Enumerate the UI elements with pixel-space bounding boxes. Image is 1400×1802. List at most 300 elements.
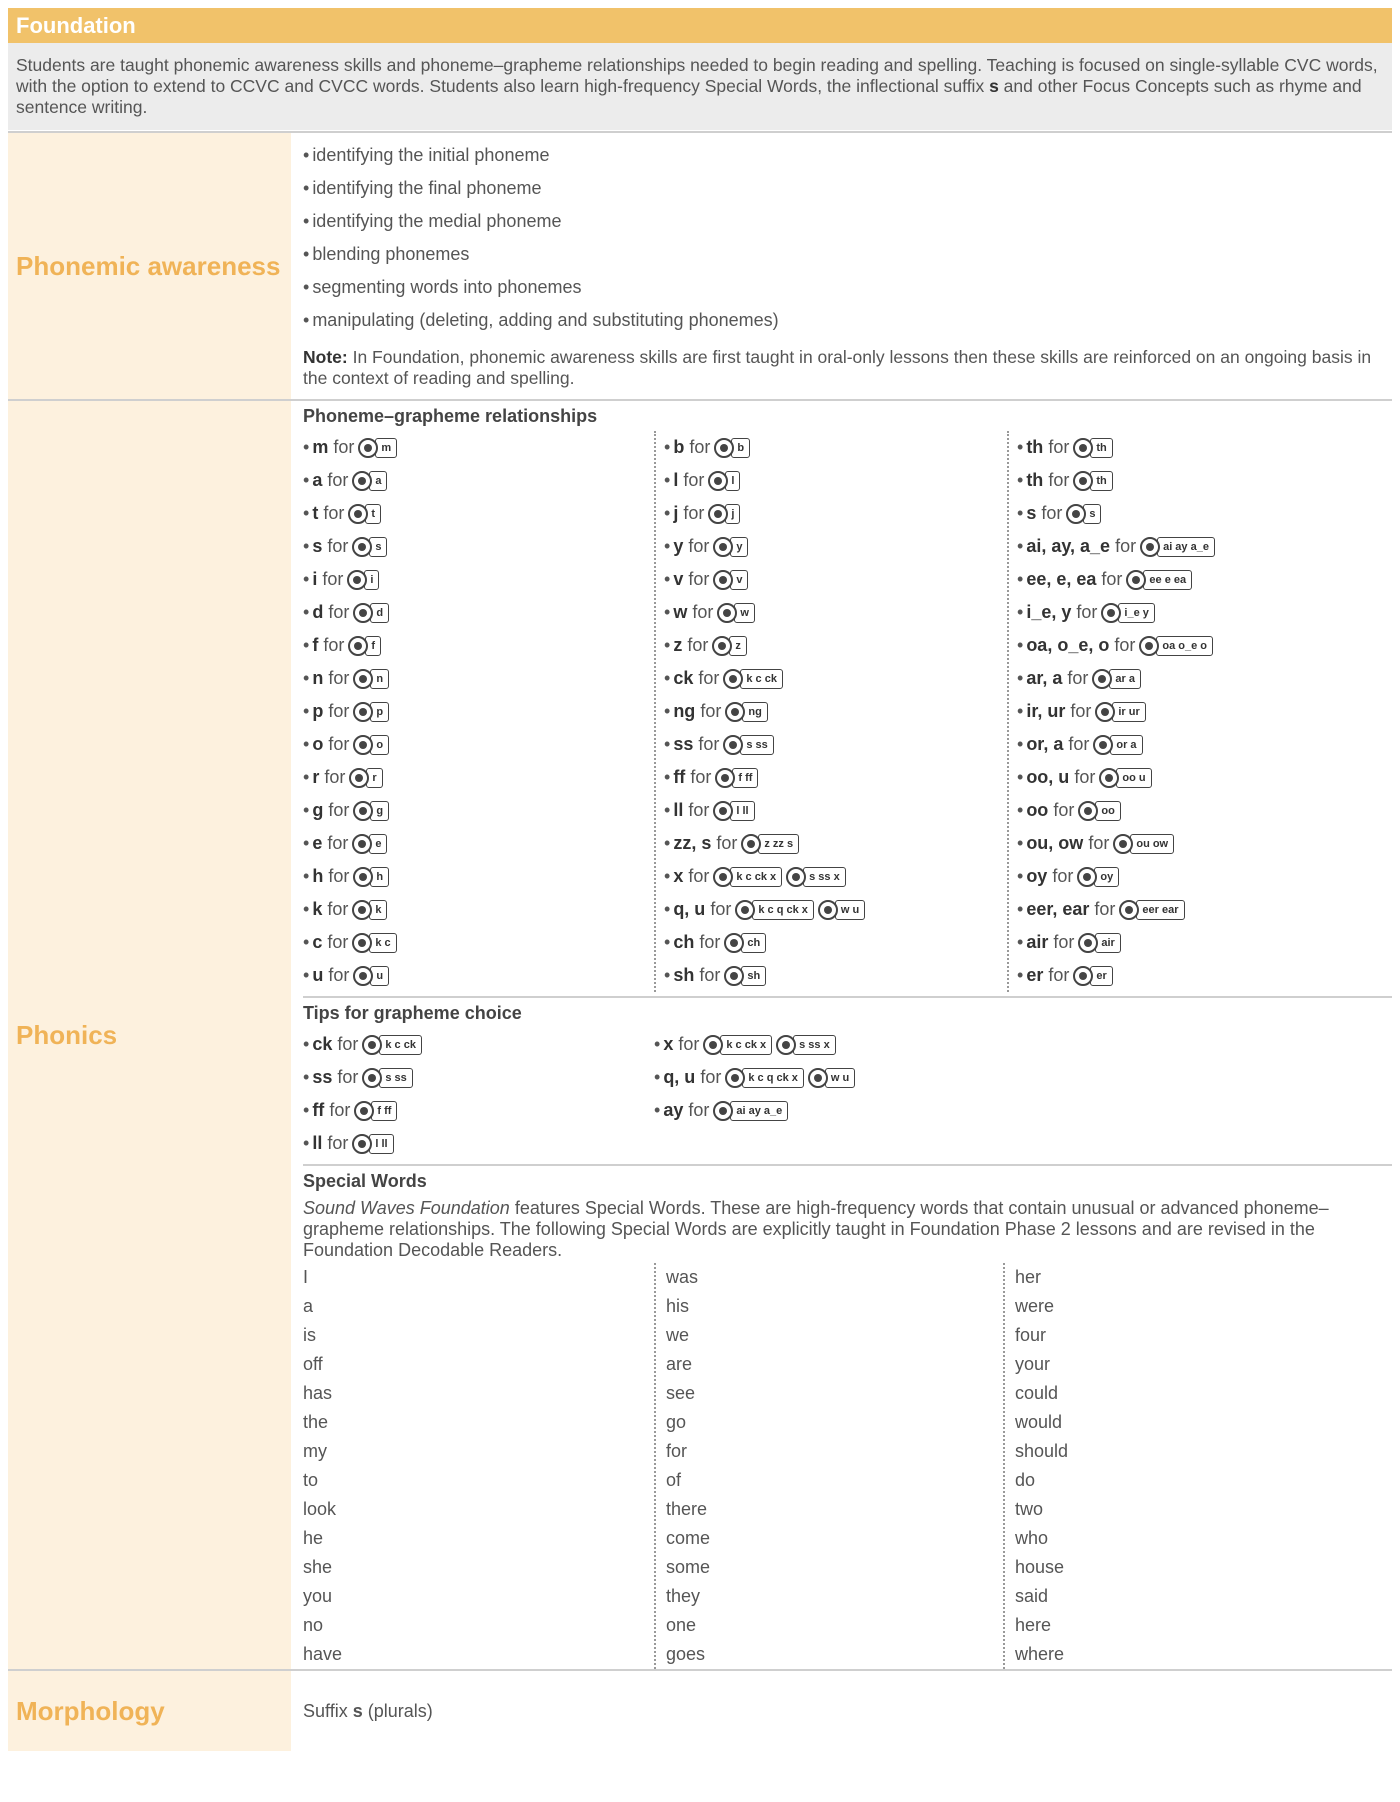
special-word: goes bbox=[666, 1644, 706, 1664]
sound-card-chip bbox=[703, 1035, 772, 1055]
grapheme-item bbox=[1009, 959, 1360, 992]
grapheme-box: ou ow bbox=[1130, 834, 1174, 854]
phonemic-awareness-list bbox=[303, 133, 1392, 337]
grapheme-box: ee e ea bbox=[1143, 570, 1192, 590]
bullet-icon: • bbox=[1017, 635, 1024, 655]
grapheme-box: l ll bbox=[730, 801, 754, 821]
grapheme-label: ar, a bbox=[1026, 668, 1063, 688]
special-word: would bbox=[1015, 1412, 1063, 1432]
phonemic-awareness-row bbox=[8, 131, 1392, 399]
for-word: for bbox=[1052, 866, 1074, 886]
grapheme-item bbox=[656, 464, 1007, 497]
intro-paragraph bbox=[8, 43, 1392, 131]
special-word: his bbox=[666, 1296, 690, 1316]
grapheme-label: ai, ay, a_e bbox=[1026, 536, 1111, 556]
sound-card-chip bbox=[713, 1101, 788, 1121]
grapheme-box: k bbox=[369, 900, 387, 920]
grapheme-item bbox=[303, 1127, 654, 1160]
bullet-icon: • bbox=[664, 833, 671, 853]
for-word: for bbox=[687, 635, 709, 655]
sound-card-chip bbox=[1140, 537, 1215, 557]
bullet-icon: • bbox=[303, 536, 310, 556]
for-word: for bbox=[688, 569, 710, 589]
pa-item-text: blending phonemes bbox=[312, 244, 470, 264]
grapheme-box: sh bbox=[741, 966, 766, 986]
grapheme-box: l bbox=[725, 471, 740, 491]
sound-card-chip bbox=[723, 669, 783, 689]
grapheme-box: p bbox=[370, 702, 389, 722]
grapheme-label: or, a bbox=[1026, 734, 1064, 754]
pa-item-text: identifying the final phoneme bbox=[312, 178, 542, 198]
sound-card-chip bbox=[353, 669, 389, 689]
pa-list-item bbox=[303, 205, 1392, 238]
grapheme-box: u bbox=[370, 966, 389, 986]
bullet-icon: • bbox=[664, 932, 671, 952]
grapheme-box: b bbox=[731, 438, 750, 458]
morph-bold-s: s bbox=[352, 1700, 363, 1721]
grapheme-box: k c q ck x bbox=[742, 1068, 804, 1088]
sound-card-chip bbox=[1119, 900, 1184, 920]
grapheme-item bbox=[1009, 497, 1360, 530]
bullet-icon: • bbox=[1017, 668, 1024, 688]
sound-card-chip bbox=[352, 471, 387, 491]
for-word: for bbox=[698, 734, 720, 754]
for-word: for bbox=[1068, 734, 1090, 754]
special-word: come bbox=[666, 1528, 711, 1548]
for-word: for bbox=[1041, 503, 1063, 523]
sound-card-chip bbox=[1073, 471, 1112, 491]
bullet-icon: • bbox=[303, 932, 310, 952]
for-word: for bbox=[329, 1100, 351, 1120]
pa-list-item bbox=[303, 304, 1392, 337]
grapheme-label: x bbox=[663, 1034, 674, 1054]
for-word: for bbox=[688, 866, 710, 886]
grapheme-label: ng bbox=[673, 701, 696, 721]
grapheme-item bbox=[656, 596, 1007, 629]
grapheme-item bbox=[654, 1094, 1005, 1127]
grapheme-label: x bbox=[673, 866, 684, 886]
sound-card-chip bbox=[713, 801, 754, 821]
grapheme-box: k c ck bbox=[379, 1035, 422, 1055]
sound-card-chip bbox=[348, 504, 381, 524]
for-word: for bbox=[1070, 701, 1092, 721]
for-word: for bbox=[1114, 635, 1136, 655]
for-word: for bbox=[1094, 899, 1116, 919]
sound-card-chip bbox=[349, 768, 382, 788]
sound-card-chip bbox=[352, 933, 396, 953]
bullet-icon: • bbox=[303, 310, 310, 330]
for-word: for bbox=[337, 1067, 359, 1087]
grapheme-item bbox=[303, 596, 654, 629]
grapheme-label: ee, e, ea bbox=[1026, 569, 1097, 589]
grapheme-label: q, u bbox=[663, 1067, 696, 1087]
grapheme-item bbox=[656, 959, 1007, 992]
special-words-column bbox=[654, 1263, 1005, 1669]
sound-card-chip bbox=[1126, 570, 1192, 590]
grapheme-box: s bbox=[369, 537, 387, 557]
bullet-icon: • bbox=[303, 965, 310, 985]
grapheme-label: h bbox=[312, 866, 324, 886]
sound-card-chip bbox=[348, 636, 381, 656]
for-word: for bbox=[327, 536, 349, 556]
grapheme-box: m bbox=[375, 438, 397, 458]
for-word: for bbox=[328, 734, 350, 754]
grapheme-item bbox=[656, 926, 1007, 959]
for-word: for bbox=[327, 470, 349, 490]
grapheme-box: th bbox=[1090, 438, 1112, 458]
bullet-icon: • bbox=[664, 635, 671, 655]
grapheme-item bbox=[1009, 629, 1360, 662]
sound-card-chip bbox=[1077, 867, 1119, 887]
bullet-icon: • bbox=[1017, 569, 1024, 589]
sound-card-chip bbox=[1078, 933, 1120, 953]
sound-card-chip bbox=[352, 834, 387, 854]
sound-card-chip bbox=[818, 900, 865, 920]
grapheme-box: k c ck bbox=[740, 669, 783, 689]
bullet-icon: • bbox=[664, 536, 671, 556]
grapheme-box: t bbox=[365, 504, 381, 524]
grapheme-item bbox=[303, 1094, 654, 1127]
grapheme-label: s bbox=[1026, 503, 1037, 523]
grapheme-box: r bbox=[366, 768, 382, 788]
sound-card-chip bbox=[724, 966, 766, 986]
grapheme-item bbox=[303, 893, 654, 926]
sound-card-chip bbox=[353, 867, 389, 887]
grapheme-box: s ss x bbox=[803, 867, 846, 887]
sound-card-chip bbox=[1139, 636, 1213, 656]
sound-card-chip bbox=[713, 570, 748, 590]
bullet-icon: • bbox=[303, 244, 310, 264]
sound-card-chip bbox=[1073, 438, 1112, 458]
grapheme-label: air bbox=[1026, 932, 1049, 952]
grapheme-box: oy bbox=[1094, 867, 1119, 887]
sound-card-chip bbox=[1095, 702, 1145, 722]
for-word: for bbox=[678, 1034, 700, 1054]
for-word: for bbox=[1076, 602, 1098, 622]
sound-card-chip bbox=[1099, 768, 1151, 788]
grapheme-label: j bbox=[673, 503, 679, 523]
special-word: where bbox=[1015, 1644, 1065, 1664]
grapheme-item bbox=[656, 662, 1007, 695]
grapheme-box: eer ear bbox=[1136, 900, 1184, 920]
special-word: some bbox=[666, 1557, 711, 1577]
bullet-icon: • bbox=[664, 899, 671, 919]
sound-card-chip bbox=[786, 867, 846, 887]
sound-card-chip bbox=[353, 801, 389, 821]
sound-card-chip bbox=[353, 603, 389, 623]
sound-card-chip bbox=[708, 504, 740, 524]
grapheme-item bbox=[303, 662, 654, 695]
bullet-icon: • bbox=[664, 734, 671, 754]
for-word: for bbox=[1088, 833, 1110, 853]
sound-card-chip bbox=[1066, 504, 1101, 524]
for-word: for bbox=[1101, 569, 1123, 589]
grapheme-item bbox=[1009, 794, 1360, 827]
grapheme-box: oo bbox=[1095, 801, 1120, 821]
sound-card-chip bbox=[717, 603, 755, 623]
grapheme-item bbox=[656, 431, 1007, 464]
special-word: two bbox=[1015, 1499, 1044, 1519]
for-word: for bbox=[337, 1034, 359, 1054]
sound-card-chip bbox=[347, 570, 379, 590]
special-word: look bbox=[303, 1499, 337, 1519]
pa-item-text: manipulating (deleting, adding and substituting phonemes) bbox=[312, 310, 779, 330]
for-word: for bbox=[1048, 470, 1070, 490]
grapheme-item bbox=[303, 431, 654, 464]
grapheme-label: l bbox=[673, 470, 679, 490]
grapheme-item bbox=[1009, 431, 1360, 464]
grapheme-label: ss bbox=[312, 1067, 333, 1087]
bullet-icon: • bbox=[1017, 866, 1024, 886]
grapheme-item bbox=[1009, 530, 1360, 563]
grapheme-box: w u bbox=[835, 900, 865, 920]
note-label: Note: bbox=[303, 347, 348, 367]
grapheme-box: air bbox=[1095, 933, 1120, 953]
morphology-content bbox=[291, 1671, 1392, 1751]
grapheme-box: n bbox=[370, 669, 389, 689]
grapheme-item bbox=[656, 761, 1007, 794]
special-words-column bbox=[303, 1263, 654, 1669]
intro-text-2: and other Focus Concepts such as rhyme and sentence writing. bbox=[16, 76, 1362, 117]
for-word: for bbox=[1053, 932, 1075, 952]
sound-card-chip bbox=[725, 1068, 804, 1088]
bullet-icon: • bbox=[303, 668, 310, 688]
bullet-icon: • bbox=[303, 1034, 310, 1054]
sound-card-chip bbox=[1073, 966, 1112, 986]
for-word: for bbox=[689, 437, 711, 457]
grapheme-box: i_e y bbox=[1118, 603, 1154, 623]
bullet-icon: • bbox=[1017, 536, 1024, 556]
special-word: said bbox=[1015, 1586, 1049, 1606]
grapheme-label: b bbox=[673, 437, 685, 457]
bullet-icon: • bbox=[303, 833, 310, 853]
grapheme-label: o bbox=[312, 734, 324, 754]
tips-grid bbox=[303, 1028, 1392, 1160]
pa-list-item bbox=[303, 271, 1392, 304]
special-word: should bbox=[1015, 1441, 1069, 1461]
grapheme-box: v bbox=[730, 570, 748, 590]
for-word: for bbox=[699, 965, 721, 985]
grapheme-label: sh bbox=[673, 965, 695, 985]
for-word: for bbox=[683, 470, 705, 490]
grapheme-label: zz, s bbox=[673, 833, 712, 853]
grapheme-item bbox=[1009, 860, 1360, 893]
sound-card-chip bbox=[362, 1035, 422, 1055]
pa-list-item bbox=[303, 139, 1392, 172]
sound-card-chip bbox=[353, 735, 389, 755]
grapheme-box: a bbox=[369, 471, 387, 491]
grapheme-box: oa o_e o bbox=[1156, 636, 1213, 656]
grapheme-item bbox=[1009, 464, 1360, 497]
grapheme-label: er bbox=[1026, 965, 1044, 985]
for-word: for bbox=[700, 701, 722, 721]
grapheme-label: z bbox=[673, 635, 683, 655]
bullet-icon: • bbox=[303, 470, 310, 490]
grapheme-box: s ss bbox=[740, 735, 773, 755]
grapheme-item bbox=[303, 1061, 654, 1094]
for-word: for bbox=[328, 602, 350, 622]
sound-card-chip bbox=[776, 1035, 836, 1055]
grapheme-label: ay bbox=[663, 1100, 684, 1120]
special-word: a bbox=[303, 1296, 314, 1316]
sound-card-chip bbox=[1093, 735, 1142, 755]
pg-column bbox=[303, 431, 654, 992]
bullet-icon: • bbox=[303, 866, 310, 886]
bullet-icon: • bbox=[664, 503, 671, 523]
grapheme-label: ch bbox=[673, 932, 695, 952]
grapheme-label: m bbox=[312, 437, 329, 457]
grapheme-item bbox=[303, 695, 654, 728]
grapheme-item bbox=[303, 464, 654, 497]
bullet-icon: • bbox=[664, 437, 671, 457]
grapheme-item bbox=[303, 629, 654, 662]
sound-card-chip bbox=[358, 438, 397, 458]
for-word: for bbox=[327, 833, 349, 853]
for-word: for bbox=[328, 668, 350, 688]
sound-card-chip bbox=[724, 933, 766, 953]
grapheme-label: p bbox=[312, 701, 324, 721]
special-words-heading: Special Words bbox=[303, 1171, 427, 1191]
for-word: for bbox=[688, 536, 710, 556]
special-word: you bbox=[303, 1586, 333, 1606]
phonics-label: Phonics bbox=[8, 401, 291, 1669]
grapheme-label: oy bbox=[1026, 866, 1048, 886]
grapheme-box: z bbox=[729, 636, 747, 656]
special-word: do bbox=[1015, 1470, 1036, 1490]
grapheme-label: ck bbox=[673, 668, 694, 688]
special-word: there bbox=[666, 1499, 708, 1519]
special-word: go bbox=[666, 1412, 687, 1432]
sound-card-chip bbox=[713, 537, 748, 557]
bullet-icon: • bbox=[303, 1100, 310, 1120]
grapheme-label: ou, ow bbox=[1026, 833, 1084, 853]
grapheme-label: oo bbox=[1026, 800, 1049, 820]
special-word: has bbox=[303, 1383, 333, 1403]
for-word: for bbox=[688, 1100, 710, 1120]
special-word: were bbox=[1015, 1296, 1055, 1316]
bullet-icon: • bbox=[303, 734, 310, 754]
sound-card-chip bbox=[352, 900, 387, 920]
grapheme-label: f bbox=[312, 635, 319, 655]
pa-item-text: segmenting words into phonemes bbox=[312, 277, 582, 297]
pg-column bbox=[1009, 431, 1360, 992]
special-words-column bbox=[1005, 1263, 1356, 1669]
special-word: of bbox=[666, 1470, 682, 1490]
grapheme-item bbox=[656, 860, 1007, 893]
bullet-icon: • bbox=[664, 866, 671, 886]
bullet-icon: • bbox=[1017, 734, 1024, 754]
grapheme-box: ai ay a_e bbox=[730, 1101, 788, 1121]
grapheme-box: w u bbox=[825, 1068, 855, 1088]
grapheme-label: k bbox=[312, 899, 323, 919]
grapheme-box: er bbox=[1090, 966, 1112, 986]
grapheme-box: h bbox=[370, 867, 389, 887]
grapheme-item bbox=[654, 1028, 1005, 1061]
grapheme-item bbox=[303, 827, 654, 860]
sound-card-chip bbox=[354, 1101, 397, 1121]
grapheme-label: ll bbox=[312, 1133, 323, 1153]
grapheme-label: ff bbox=[312, 1100, 325, 1120]
bullet-icon: • bbox=[664, 668, 671, 688]
special-word: one bbox=[666, 1615, 697, 1635]
grapheme-item bbox=[656, 695, 1007, 728]
grapheme-box: y bbox=[730, 537, 748, 557]
intro-text-1: Students are taught phonemic awareness skills and phoneme–grapheme relationships needed to begin reading and spelling. Teaching is focused on single-syllable CVC words, with the option to extend to CCVC and CVCC words. Students also learn high-frequency Special Words, the inflectional suffix bbox=[16, 55, 1378, 96]
sound-card-chip bbox=[353, 702, 389, 722]
pg-column bbox=[654, 431, 1009, 992]
bullet-icon: • bbox=[664, 965, 671, 985]
grapheme-box: ir ur bbox=[1112, 702, 1145, 722]
grapheme-item bbox=[303, 959, 654, 992]
grapheme-label: c bbox=[312, 932, 323, 952]
grapheme-item bbox=[656, 893, 1007, 926]
sound-card-chip bbox=[741, 834, 799, 854]
special-word: off bbox=[303, 1354, 323, 1374]
for-word: for bbox=[328, 965, 350, 985]
grapheme-label: t bbox=[312, 503, 319, 523]
for-word: for bbox=[328, 800, 350, 820]
sound-card-chip bbox=[723, 735, 773, 755]
grapheme-label: oa, o_e, o bbox=[1026, 635, 1110, 655]
grapheme-item bbox=[1009, 761, 1360, 794]
grapheme-box: k c bbox=[369, 933, 396, 953]
tips-column bbox=[303, 1028, 654, 1160]
for-word: for bbox=[327, 899, 349, 919]
bullet-icon: • bbox=[1017, 701, 1024, 721]
special-word: four bbox=[1015, 1325, 1047, 1345]
for-word: for bbox=[322, 569, 344, 589]
morphology-row bbox=[8, 1669, 1392, 1751]
bullet-icon: • bbox=[1017, 602, 1024, 622]
bullet-icon: • bbox=[1017, 899, 1024, 919]
grapheme-item bbox=[303, 728, 654, 761]
for-word: for bbox=[1074, 767, 1096, 787]
sound-card-chip bbox=[725, 702, 767, 722]
for-word: for bbox=[710, 899, 732, 919]
grapheme-item bbox=[1009, 662, 1360, 695]
special-word: are bbox=[666, 1354, 693, 1374]
grapheme-label: ss bbox=[673, 734, 694, 754]
for-word: for bbox=[327, 932, 349, 952]
grapheme-label: d bbox=[312, 602, 324, 622]
special-words-description bbox=[303, 1198, 1392, 1261]
bullet-icon: • bbox=[1017, 503, 1024, 523]
pg-grid bbox=[303, 431, 1392, 992]
grapheme-label: q, u bbox=[673, 899, 706, 919]
grapheme-box: ai ay a_e bbox=[1157, 537, 1215, 557]
grapheme-box: th bbox=[1090, 471, 1112, 491]
for-word: for bbox=[1048, 965, 1070, 985]
grapheme-label: th bbox=[1026, 470, 1044, 490]
pa-item-text: identifying the medial phoneme bbox=[312, 211, 562, 231]
page-title: Foundation bbox=[8, 8, 1392, 43]
special-word: who bbox=[1015, 1528, 1049, 1548]
grapheme-label: ff bbox=[673, 767, 686, 787]
sound-card-chip bbox=[714, 438, 750, 458]
grapheme-item bbox=[1009, 728, 1360, 761]
grapheme-box: g bbox=[370, 801, 389, 821]
grapheme-box: s ss x bbox=[793, 1035, 836, 1055]
grapheme-item bbox=[303, 1028, 654, 1061]
bullet-icon: • bbox=[303, 277, 310, 297]
bullet-icon: • bbox=[1017, 965, 1024, 985]
grapheme-label: n bbox=[312, 668, 324, 688]
grapheme-box: j bbox=[725, 504, 740, 524]
grapheme-item bbox=[1009, 827, 1360, 860]
note-text: In Foundation, phonemic awareness skills are first taught in oral-only lessons then these skills are reinforced on an ongoing basis in the context of reading and spelling. bbox=[303, 347, 1372, 388]
sound-card-chip bbox=[1113, 834, 1174, 854]
for-word: for bbox=[683, 503, 705, 523]
